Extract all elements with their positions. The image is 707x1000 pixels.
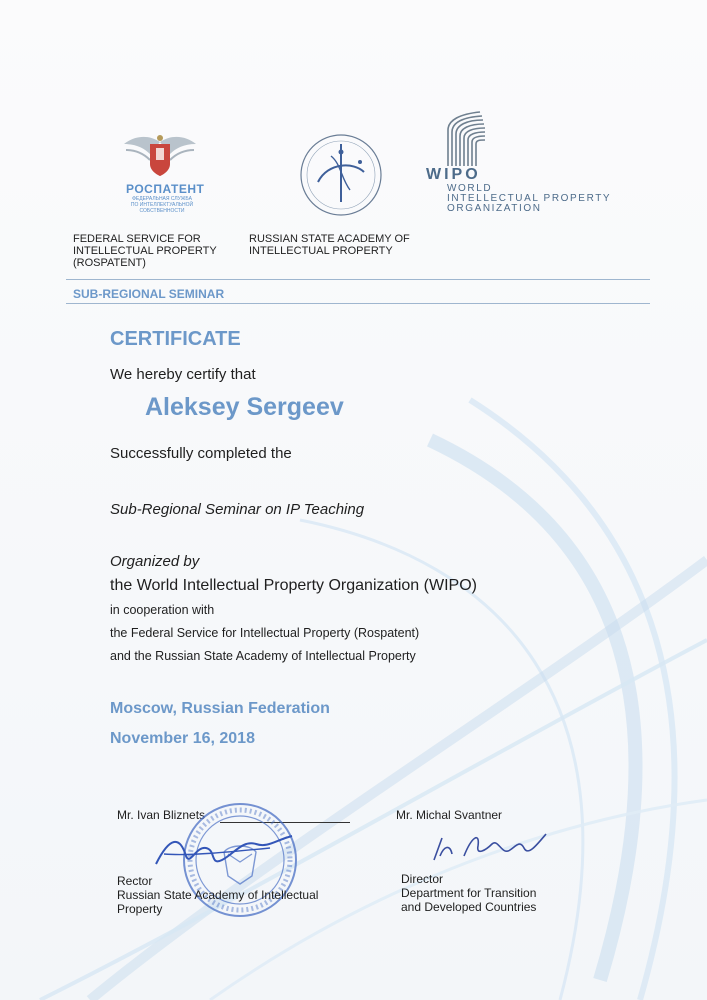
- location: Moscow, Russian Federation: [110, 700, 330, 717]
- cooperation-line: in cooperation with: [110, 603, 215, 617]
- partner-line-2: and the Russian State Academy of Intellectual Property: [110, 649, 416, 663]
- recipient-name: Aleksey Sergeev: [145, 393, 344, 421]
- rospatent-label-line: (ROSPATENT): [73, 257, 146, 269]
- organizer-line: the World Intellectual Property Organization (WIPO): [110, 577, 477, 594]
- rospatent-label-line: FEDERAL SERVICE FOR: [73, 233, 201, 245]
- rospatent-label-line: INTELLECTUAL PROPERTY: [73, 245, 217, 257]
- partner-line-1: the Federal Service for Intellectual Property (Rospatent): [110, 626, 420, 640]
- academy-emblem-icon: [298, 132, 384, 218]
- left-title-line: Property: [117, 902, 163, 916]
- left-title-line: Russian State Academy of Intellectual: [117, 888, 319, 902]
- right-title-line: and Developed Countries: [401, 900, 537, 914]
- completed-line: Successfully completed the: [110, 445, 292, 462]
- right-title-line: Department for Transition: [401, 886, 537, 900]
- right-signature-icon: [428, 826, 558, 871]
- academy-label-line: RUSSIAN STATE ACADEMY OF: [249, 233, 410, 245]
- date: November 16, 2018: [110, 730, 255, 747]
- rospatent-label: [73, 233, 217, 269]
- rospatent-subtitle-line: ПО ИНТЕЛЛЕКТУАЛЬНОЙ: [130, 202, 194, 208]
- left-title-line: Rector: [117, 874, 153, 888]
- academy-label-line: INTELLECTUAL PROPERTY: [249, 245, 393, 257]
- seminar-label: SUB-REGIONAL SEMINAR: [73, 287, 225, 301]
- wipo-logo-icon: [440, 100, 490, 170]
- header-divider: [66, 279, 650, 280]
- seminar-divider: [66, 303, 650, 304]
- rospatent-logo-subtitle: [122, 196, 202, 214]
- academy-label: [249, 233, 410, 257]
- wipo-name-line: ORGANIZATION: [447, 203, 542, 214]
- rospatent-eagle-emblem-icon: [120, 130, 200, 180]
- wipo-acronym: WIPO: [426, 166, 481, 183]
- wipo-name-line: INTELLECTUAL PROPERTY: [447, 193, 612, 204]
- seminar-name: Sub-Regional Seminar on IP Teaching: [110, 501, 365, 518]
- rospatent-subtitle-line: СОБСТВЕННОСТИ: [139, 208, 185, 214]
- certificate-title: CERTIFICATE: [110, 328, 241, 350]
- wipo-name-block: [447, 184, 611, 214]
- organized-by-label: Organized by: [110, 553, 200, 570]
- wipo-name-line: WORLD: [447, 183, 493, 194]
- left-signatory-name: Mr. Ivan Bliznets: [117, 808, 206, 822]
- right-signatory-title: [401, 872, 536, 914]
- left-signature-icon: [150, 826, 300, 876]
- right-signatory-name: Mr. Michal Svantner: [396, 808, 503, 822]
- left-signatory-title: [117, 874, 318, 916]
- certify-line: We hereby certify that: [110, 366, 256, 383]
- rospatent-subtitle-line: ФЕДЕРАЛЬНАЯ СЛУЖБА: [132, 196, 192, 202]
- rospatent-brand-text: РОСПАТЕНТ: [126, 182, 205, 196]
- right-title-line: Director: [401, 872, 444, 886]
